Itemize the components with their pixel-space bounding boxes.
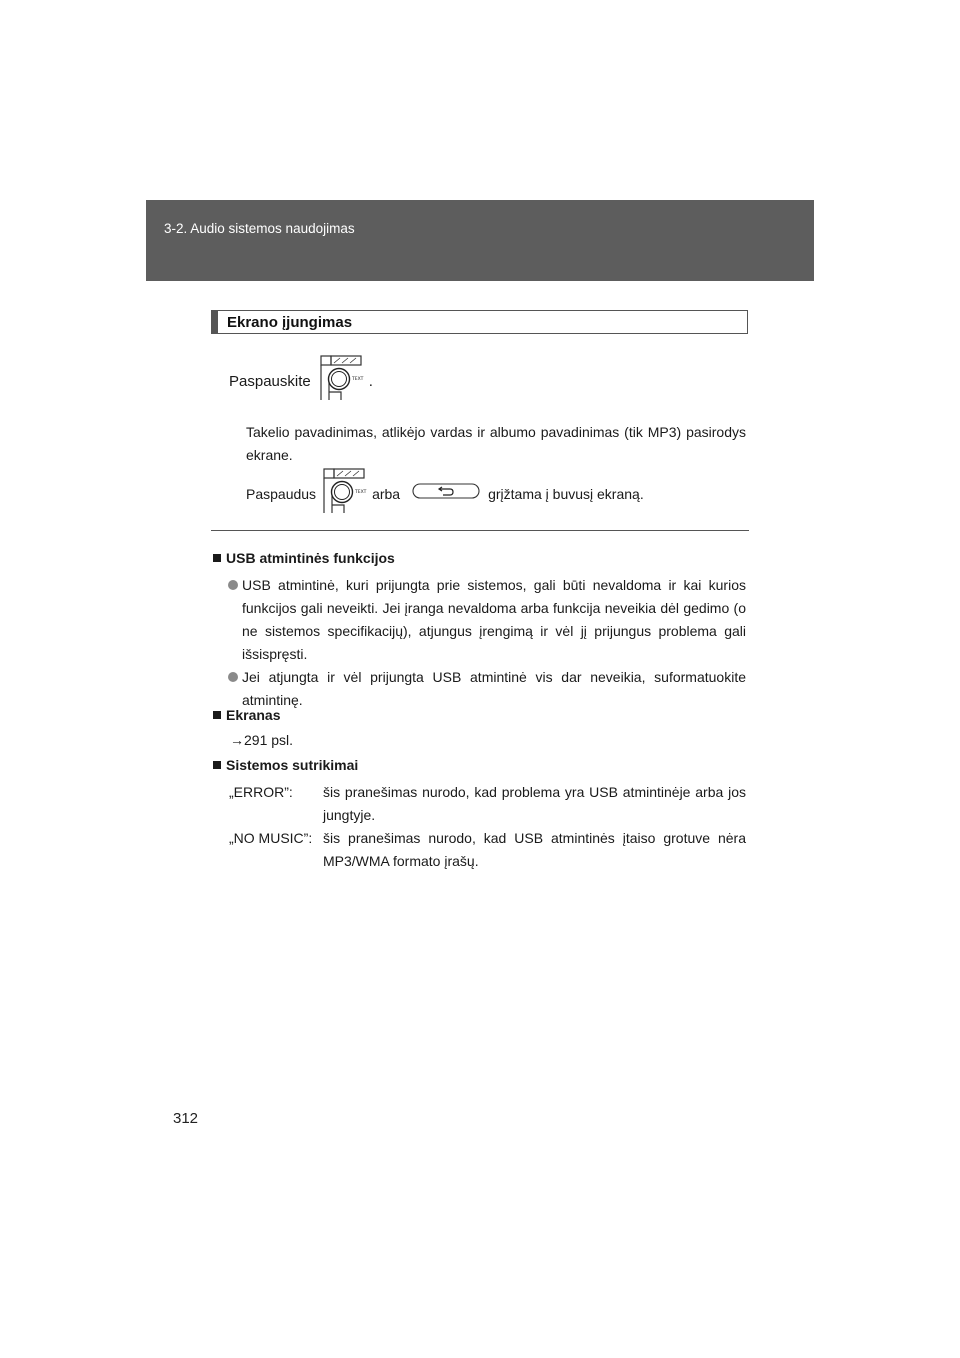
- usb-heading: [213, 547, 395, 570]
- knob-text-label: TEXT: [355, 489, 367, 495]
- divider: [211, 530, 749, 531]
- error-text: šis pranešimas nurodo, kad USB atmintinės įtaiso grotuve nėra MP3/WMA formato įrašų.: [323, 830, 746, 869]
- round-bullet-icon: [228, 672, 238, 682]
- list-item: [228, 574, 746, 666]
- error-code: „ERROR”:: [229, 784, 293, 800]
- error-code: „NO MUSIC”:: [229, 830, 313, 846]
- usb-bullet-text: USB atmintinė, kuri prijungta prie sistemos, gali būti nevaldoma ir kai kurios funkcijos gali neveikti. Jei įranga nevaldoma arba funkcija neveikia dėl gedimo (o ne sistemos specifikacijų), atjungus įrengimą ir vėl jį prijungus problema gali išsispręsti.: [242, 577, 746, 662]
- return-label: grįžtama į buvusį ekraną.: [488, 485, 644, 502]
- return-instruction: [246, 470, 644, 518]
- error-item: [229, 781, 746, 827]
- errors-heading: [213, 754, 358, 777]
- usb-bullet-text: Jei atjungta ir vėl prijungta USB atmintinė vis dar neveikia, suformatuokite atmintinę.: [242, 669, 746, 708]
- screen-title: Ekranas: [226, 707, 281, 723]
- error-item: [229, 827, 746, 873]
- section-header: 3-2. Audio sistemos naudojimas: [164, 221, 355, 236]
- knob-text-label: TEXT: [351, 377, 364, 382]
- text-knob-icon: [320, 467, 368, 522]
- press-label: Paspauskite: [229, 373, 311, 390]
- square-bullet-icon: [213, 554, 221, 562]
- section-title: Ekrano įjungimas: [227, 314, 353, 331]
- section-title-bar: [212, 311, 218, 333]
- or-label: arba: [372, 485, 401, 502]
- section-title-box: [211, 310, 748, 334]
- page-reference: →291 psl.: [230, 732, 294, 748]
- text-knob-icon: [317, 354, 365, 410]
- pressing-label: Paspaudus: [246, 485, 317, 502]
- usb-title: USB atmintinės funkcijos: [226, 550, 395, 566]
- round-bullet-icon: [228, 580, 238, 590]
- note-paragraph: Takelio pavadinimas, atlikėjo vardas ir albumo pavadinimas (tik MP3) pasirodys ekrane.: [246, 424, 746, 463]
- errors-title: Sistemos sutrikimai: [226, 757, 359, 773]
- press-instruction: [229, 358, 373, 406]
- page-number: 312: [173, 1110, 199, 1127]
- square-bullet-icon: [213, 761, 221, 769]
- list-item: [228, 666, 746, 712]
- header-band: [146, 200, 814, 281]
- press-end: .: [368, 373, 373, 390]
- return-button-icon: [412, 481, 480, 508]
- error-text: šis pranešimas nurodo, kad problema yra USB atmintinėje arba jos jungtyje.: [323, 784, 746, 823]
- screen-heading: [213, 704, 280, 727]
- square-bullet-icon: [213, 711, 221, 719]
